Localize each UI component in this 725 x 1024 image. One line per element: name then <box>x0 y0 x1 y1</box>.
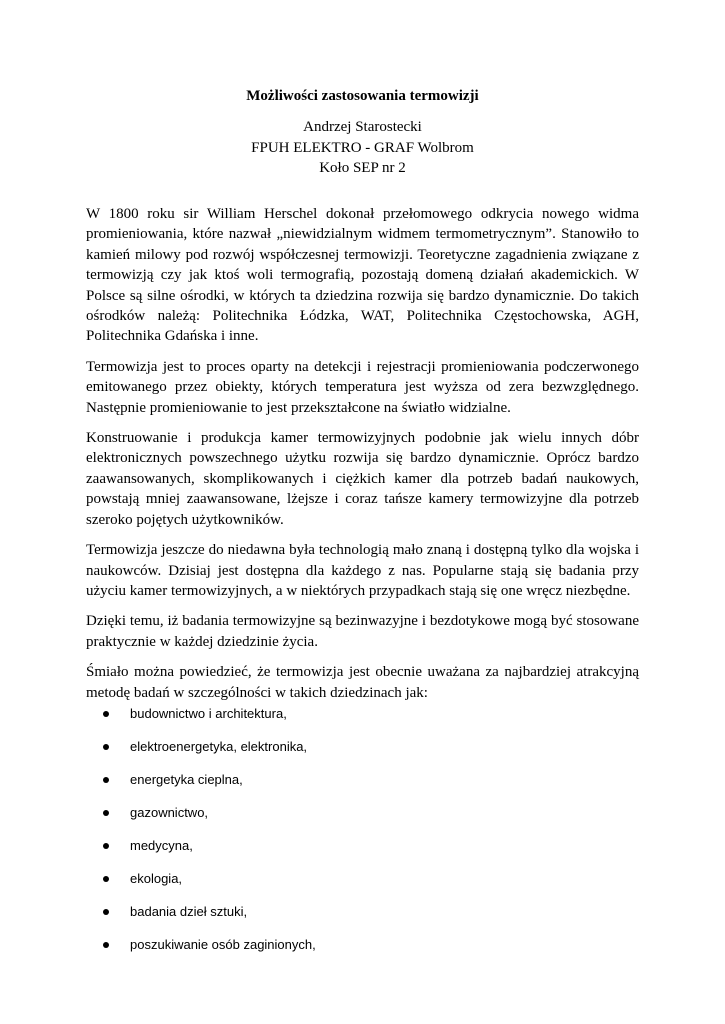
list-item-label: budownictwo i architektura, <box>130 706 287 721</box>
list-item <box>86 869 639 902</box>
list-item <box>86 737 639 770</box>
bullet-icon <box>103 810 109 816</box>
bullet-icon <box>103 777 109 783</box>
bullet-icon <box>103 711 109 717</box>
bullet-icon <box>103 909 109 915</box>
list-item <box>86 836 639 869</box>
author-organization: FPUH ELEKTRO - GRAF Wolbrom <box>251 139 474 156</box>
paragraph: Śmiało można powiedzieć, że termowizja jest obecnie uważana za najbardziej atrakcyjną metodę badań w szczególności w takich dziedzinach jak: <box>86 664 639 701</box>
list-item-label: gazownictwo, <box>130 805 209 820</box>
paragraph: Termowizja jest to proces oparty na detekcji i rejestracji promieniowania podczerwonego emitowanego przez obiekty, których temperatura jest wyższa od zera bezwzględnego. Następnie promieniowanie to jest przekształcone na światło widzialne. <box>86 358 639 416</box>
list-item <box>86 803 639 836</box>
author-block <box>86 117 639 179</box>
list-item <box>86 902 639 935</box>
document-body <box>86 204 639 713</box>
list-item <box>86 770 639 803</box>
list-item-label: medycyna, <box>130 838 193 853</box>
bullet-icon <box>103 942 109 948</box>
author-name: Andrzej Starostecki <box>303 119 422 135</box>
application-list <box>86 704 639 968</box>
paragraph: Konstruowanie i produkcja kamer termowizyjnych podobnie jak wielu innych dóbr elektronicznych powszechnego użytku rozwija się bardzo dynamicznie. Oprócz bardzo zaawansowanych, skomplikowanych i ciężkich kamer dla potrzeb badań naukowych, powstają mniej zaawansowane, lżejsze i coraz tańsze kamery termowizyjne dla potrzeb szeroko pojętych użytkowników. <box>86 430 639 528</box>
paragraph: W 1800 roku sir William Herschel dokonał przełomowego odkrycia nowego widma promieniowania, które nazwał „niewidzialnym widmem termometrycznym”. Stanowiło to kamień milowy pod rozwój współczesnej termowizji. Teoretyczne zagadnienia związane z termowizją czy jak ktoś woli termografią, pozostają domeną działań akademickich. W Polsce są silne ośrodki, w których ta dziedzina rozwija się bardzo dynamicznie. Do takich ośrodków należą: Politechnika Łódzka, WAT, Politechnika Częstochowska, AGH, Politechnika Gdańska i inne. <box>86 206 639 345</box>
list-item <box>86 704 639 737</box>
paragraph: Termowizja jeszcze do niedawna była technologią mało znaną i dostępną tylko dla wojska i naukowców. Dzisiaj jest dostępna dla każdego z nas. Popularne stają się badania przy użyciu kamer termowizyjnych, a w niektórych przypadkach stają się one wręcz niezbędne. <box>86 542 639 599</box>
document-title: Możliwości zastosowania termowizji <box>246 88 479 104</box>
list-item-label: energetyka cieplna, <box>130 772 243 787</box>
list-item <box>86 935 639 968</box>
list-item-label: poszukiwanie osób zaginionych, <box>130 937 316 952</box>
list-item-label: ekologia, <box>130 871 183 886</box>
list-item-label: elektroenergetyka, elektronika, <box>130 739 308 754</box>
bullet-icon <box>103 843 109 849</box>
bullet-icon <box>103 876 109 882</box>
bullet-icon <box>103 744 109 750</box>
paragraph: Dzięki temu, iż badania termowizyjne są bezinwazyjne i bezdotykowe mogą być stosowane praktycznie w każdej dziedzinie życia. <box>86 613 639 650</box>
list-item-label: badania dzieł sztuki, <box>130 904 248 919</box>
author-branch: Koło SEP nr 2 <box>319 160 406 176</box>
